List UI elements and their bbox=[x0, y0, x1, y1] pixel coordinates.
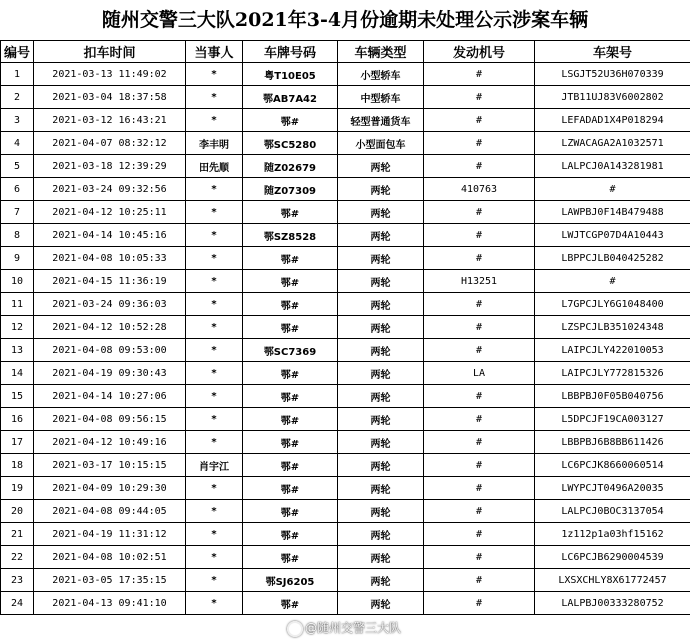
plate-number: 鄂# bbox=[243, 362, 338, 385]
vin-number: LALPCJ0A143281981 bbox=[535, 155, 690, 178]
plate-number: 鄂# bbox=[243, 247, 338, 270]
row-number: 21 bbox=[1, 523, 34, 546]
seize-time: 2021-03-13 11:49:02 bbox=[34, 63, 186, 86]
vehicle-type: 两轮 bbox=[338, 408, 424, 431]
party-name: * bbox=[186, 178, 243, 201]
vin-number: LAIPCJLY422010053 bbox=[535, 339, 690, 362]
plate-number: 鄂# bbox=[243, 592, 338, 615]
party-name: * bbox=[186, 339, 243, 362]
engine-number: # bbox=[424, 592, 535, 615]
plate-number: 鄂# bbox=[243, 500, 338, 523]
row-number: 19 bbox=[1, 477, 34, 500]
party-name: * bbox=[186, 477, 243, 500]
vehicle-type: 两轮 bbox=[338, 155, 424, 178]
vin-number: LBBPBJ0F05B040756 bbox=[535, 385, 690, 408]
weibo-logo-icon bbox=[287, 621, 303, 637]
seize-time: 2021-04-12 10:49:16 bbox=[34, 431, 186, 454]
table-row bbox=[1, 132, 690, 155]
party-name: * bbox=[186, 316, 243, 339]
vin-number: 1z112p1a03hf15162 bbox=[535, 523, 690, 546]
table-row bbox=[1, 109, 690, 132]
plate-number: 粤T10E05 bbox=[243, 63, 338, 86]
engine-number: # bbox=[424, 224, 535, 247]
engine-number: # bbox=[424, 546, 535, 569]
table-row bbox=[1, 500, 690, 523]
engine-number: # bbox=[424, 63, 535, 86]
table-row bbox=[1, 477, 690, 500]
vin-number: LWJTCGP07D4A10443 bbox=[535, 224, 690, 247]
plate-number: 鄂# bbox=[243, 454, 338, 477]
plate-number: 鄂# bbox=[243, 109, 338, 132]
vehicle-type: 两轮 bbox=[338, 569, 424, 592]
engine-number: 410763 bbox=[424, 178, 535, 201]
engine-number: # bbox=[424, 569, 535, 592]
seize-time: 2021-04-08 09:56:15 bbox=[34, 408, 186, 431]
vin-number: # bbox=[535, 178, 690, 201]
row-number: 11 bbox=[1, 293, 34, 316]
plate-number: 鄂# bbox=[243, 270, 338, 293]
table-row bbox=[1, 201, 690, 224]
vehicle-type: 两轮 bbox=[338, 293, 424, 316]
vehicle-type: 两轮 bbox=[338, 546, 424, 569]
seize-time: 2021-04-08 09:44:05 bbox=[34, 500, 186, 523]
vin-number: LBPPCJLB040425282 bbox=[535, 247, 690, 270]
seize-time: 2021-04-19 11:31:12 bbox=[34, 523, 186, 546]
seize-time: 2021-04-12 10:25:11 bbox=[34, 201, 186, 224]
party-name: * bbox=[186, 523, 243, 546]
plate-number: 随Z07309 bbox=[243, 178, 338, 201]
party-name: * bbox=[186, 408, 243, 431]
vin-number: LWYPCJT0496A20035 bbox=[535, 477, 690, 500]
vehicle-type: 小型面包车 bbox=[338, 132, 424, 155]
party-name: * bbox=[186, 431, 243, 454]
engine-number: # bbox=[424, 408, 535, 431]
party-name: * bbox=[186, 569, 243, 592]
row-number: 2 bbox=[1, 86, 34, 109]
vin-number: L7GPCJLY6G1048400 bbox=[535, 293, 690, 316]
party-name: * bbox=[186, 224, 243, 247]
plate-number: 鄂SJ6205 bbox=[243, 569, 338, 592]
party-name: * bbox=[186, 546, 243, 569]
vehicle-type: 两轮 bbox=[338, 454, 424, 477]
party-name: 李丰明 bbox=[186, 132, 243, 155]
header-row bbox=[1, 41, 690, 63]
vin-number: LALPCJ0BOC3137054 bbox=[535, 500, 690, 523]
plate-number: 鄂# bbox=[243, 385, 338, 408]
plate-number: 鄂# bbox=[243, 523, 338, 546]
seize-time: 2021-04-08 10:02:51 bbox=[34, 546, 186, 569]
row-number: 7 bbox=[1, 201, 34, 224]
seize-time: 2021-03-24 09:32:56 bbox=[34, 178, 186, 201]
engine-number: # bbox=[424, 293, 535, 316]
vehicle-type: 两轮 bbox=[338, 316, 424, 339]
table-row bbox=[1, 224, 690, 247]
engine-number: # bbox=[424, 109, 535, 132]
table-row bbox=[1, 523, 690, 546]
vehicle-type: 两轮 bbox=[338, 592, 424, 615]
page-title: 随州交警三大队2021年3-4月份逾期未处理公示涉案车辆 bbox=[101, 9, 589, 31]
header-vin: 车架号 bbox=[535, 41, 690, 63]
vin-number: LZWACAGA2A1032571 bbox=[535, 132, 690, 155]
vehicle-type: 两轮 bbox=[338, 362, 424, 385]
seize-time: 2021-04-15 11:36:19 bbox=[34, 270, 186, 293]
row-number: 3 bbox=[1, 109, 34, 132]
vin-number: LAWPBJ0F14B479488 bbox=[535, 201, 690, 224]
table-row bbox=[1, 385, 690, 408]
engine-number: # bbox=[424, 316, 535, 339]
row-number: 16 bbox=[1, 408, 34, 431]
vin-number: LBBPBJ6B8BB611426 bbox=[535, 431, 690, 454]
engine-number: # bbox=[424, 155, 535, 178]
row-number: 14 bbox=[1, 362, 34, 385]
seize-time: 2021-03-24 09:36:03 bbox=[34, 293, 186, 316]
seize-time: 2021-04-09 10:29:30 bbox=[34, 477, 186, 500]
engine-number: # bbox=[424, 86, 535, 109]
vehicle-type: 两轮 bbox=[338, 523, 424, 546]
vehicle-type: 两轮 bbox=[338, 270, 424, 293]
vin-number: LXSXCHLY8X61772457 bbox=[535, 569, 690, 592]
seize-time: 2021-03-18 12:39:29 bbox=[34, 155, 186, 178]
engine-number: # bbox=[424, 339, 535, 362]
vin-number: LALPBJ00333280752 bbox=[535, 592, 690, 615]
header-number: 编号 bbox=[1, 41, 34, 63]
table-row bbox=[1, 546, 690, 569]
party-name: * bbox=[186, 500, 243, 523]
table-row bbox=[1, 155, 690, 178]
seize-time: 2021-04-19 09:30:43 bbox=[34, 362, 186, 385]
plate-number: 随Z02679 bbox=[243, 155, 338, 178]
plate-number: 鄂# bbox=[243, 431, 338, 454]
engine-number: # bbox=[424, 454, 535, 477]
party-name: * bbox=[186, 86, 243, 109]
plate-number: 鄂SC7369 bbox=[243, 339, 338, 362]
header-party: 当事人 bbox=[186, 41, 243, 63]
vin-number: LSGJT52U36H070339 bbox=[535, 63, 690, 86]
vehicle-type: 两轮 bbox=[338, 339, 424, 362]
table-row bbox=[1, 408, 690, 431]
vin-number: LC6PCJK8660060514 bbox=[535, 454, 690, 477]
seize-time: 2021-04-14 10:45:16 bbox=[34, 224, 186, 247]
table-row bbox=[1, 454, 690, 477]
row-number: 5 bbox=[1, 155, 34, 178]
table-row bbox=[1, 339, 690, 362]
vehicle-type: 两轮 bbox=[338, 385, 424, 408]
engine-number: # bbox=[424, 477, 535, 500]
engine-number: LA bbox=[424, 362, 535, 385]
vehicle-type: 两轮 bbox=[338, 477, 424, 500]
header-engine-number: 发动机号 bbox=[424, 41, 535, 63]
party-name: * bbox=[186, 109, 243, 132]
table-row bbox=[1, 293, 690, 316]
vin-number: LAIPCJLY772815326 bbox=[535, 362, 690, 385]
header-plate: 车牌号码 bbox=[243, 41, 338, 63]
seize-time: 2021-03-04 18:37:58 bbox=[34, 86, 186, 109]
engine-number: # bbox=[424, 385, 535, 408]
party-name: * bbox=[186, 592, 243, 615]
plate-number: 鄂SZ8528 bbox=[243, 224, 338, 247]
engine-number: # bbox=[424, 523, 535, 546]
table-row bbox=[1, 86, 690, 109]
seize-time: 2021-03-12 16:43:21 bbox=[34, 109, 186, 132]
row-number: 4 bbox=[1, 132, 34, 155]
row-number: 22 bbox=[1, 546, 34, 569]
row-number: 20 bbox=[1, 500, 34, 523]
seize-time: 2021-04-08 09:53:00 bbox=[34, 339, 186, 362]
row-number: 8 bbox=[1, 224, 34, 247]
plate-number: 鄂# bbox=[243, 293, 338, 316]
vehicle-type: 轻型普通货车 bbox=[338, 109, 424, 132]
party-name: * bbox=[186, 63, 243, 86]
row-number: 23 bbox=[1, 569, 34, 592]
party-name: * bbox=[186, 385, 243, 408]
engine-number: # bbox=[424, 500, 535, 523]
vin-number: JTB11UJ83V6002802 bbox=[535, 86, 690, 109]
row-number: 1 bbox=[1, 63, 34, 86]
table-row bbox=[1, 270, 690, 293]
seize-time: 2021-03-17 10:15:15 bbox=[34, 454, 186, 477]
party-name: * bbox=[186, 201, 243, 224]
vehicle-type: 两轮 bbox=[338, 178, 424, 201]
vehicle-type: 小型轿车 bbox=[338, 63, 424, 86]
plate-number: 鄂# bbox=[243, 201, 338, 224]
vehicle-type: 两轮 bbox=[338, 201, 424, 224]
row-number: 18 bbox=[1, 454, 34, 477]
plate-number: 鄂SC5280 bbox=[243, 132, 338, 155]
seize-time: 2021-04-08 10:05:33 bbox=[34, 247, 186, 270]
row-number: 12 bbox=[1, 316, 34, 339]
row-number: 6 bbox=[1, 178, 34, 201]
engine-number: # bbox=[424, 431, 535, 454]
seize-time: 2021-04-07 08:32:12 bbox=[34, 132, 186, 155]
party-name: * bbox=[186, 362, 243, 385]
row-number: 17 bbox=[1, 431, 34, 454]
row-number: 24 bbox=[1, 592, 34, 615]
party-name: * bbox=[186, 247, 243, 270]
engine-number: # bbox=[424, 132, 535, 155]
table-row bbox=[1, 178, 690, 201]
table-row bbox=[1, 362, 690, 385]
vin-number: L5DPCJF19CA003127 bbox=[535, 408, 690, 431]
header-seize-time: 扣车时间 bbox=[34, 41, 186, 63]
table-row bbox=[1, 592, 690, 615]
row-number: 13 bbox=[1, 339, 34, 362]
seize-time: 2021-04-12 10:52:28 bbox=[34, 316, 186, 339]
plate-number: 鄂AB7A42 bbox=[243, 86, 338, 109]
vehicle-type: 中型轿车 bbox=[338, 86, 424, 109]
table-row bbox=[1, 247, 690, 270]
header-vehicle-type: 车辆类型 bbox=[338, 41, 424, 63]
seize-time: 2021-04-14 10:27:06 bbox=[34, 385, 186, 408]
plate-number: 鄂# bbox=[243, 316, 338, 339]
table-row bbox=[1, 431, 690, 454]
row-number: 9 bbox=[1, 247, 34, 270]
vin-number: LEFADAD1X4P018294 bbox=[535, 109, 690, 132]
table-row bbox=[1, 63, 690, 86]
seize-time: 2021-03-05 17:35:15 bbox=[34, 569, 186, 592]
vin-number: LC6PCJB6290004539 bbox=[535, 546, 690, 569]
party-name: * bbox=[186, 293, 243, 316]
plate-number: 鄂# bbox=[243, 546, 338, 569]
vehicle-type: 两轮 bbox=[338, 500, 424, 523]
table-row bbox=[1, 569, 690, 592]
plate-number: 鄂# bbox=[243, 408, 338, 431]
vehicle-type: 两轮 bbox=[338, 247, 424, 270]
party-name: * bbox=[186, 270, 243, 293]
vin-number: LZSPCJLB351024348 bbox=[535, 316, 690, 339]
engine-number: H13251 bbox=[424, 270, 535, 293]
plate-number: 鄂# bbox=[243, 477, 338, 500]
engine-number: # bbox=[424, 247, 535, 270]
vehicle-type: 两轮 bbox=[338, 431, 424, 454]
row-number: 10 bbox=[1, 270, 34, 293]
watermark: @随州交警三大队 bbox=[305, 621, 402, 635]
party-name: 肖宇江 bbox=[186, 454, 243, 477]
seize-time: 2021-04-13 09:41:10 bbox=[34, 592, 186, 615]
vehicle-type: 两轮 bbox=[338, 224, 424, 247]
party-name: 田先顺 bbox=[186, 155, 243, 178]
vin-number: # bbox=[535, 270, 690, 293]
engine-number: # bbox=[424, 201, 535, 224]
vehicle-table bbox=[0, 40, 690, 615]
table-row bbox=[1, 316, 690, 339]
row-number: 15 bbox=[1, 385, 34, 408]
